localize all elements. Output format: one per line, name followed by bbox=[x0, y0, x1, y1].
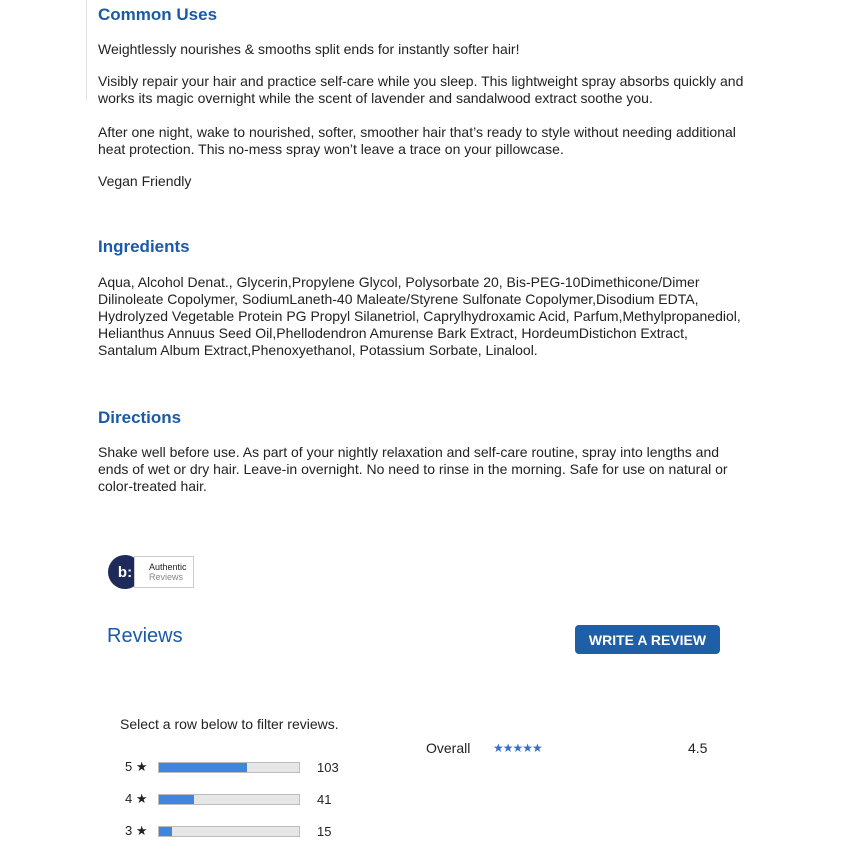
rating-bar-fill bbox=[159, 763, 247, 772]
rating-row-3[interactable] bbox=[125, 823, 331, 839]
rating-bar bbox=[158, 762, 300, 773]
rating-row-count: 103 bbox=[317, 759, 339, 775]
directions-text: Shake well before use. As part of your nightly relaxation and self-care routine, spray into lengths and ends of wet or dry hair. Leave-in overnight. No need to rinse in the morning. Safe for use on natural or color-treated hair. bbox=[98, 444, 728, 494]
rating-row-label: 3 ★ bbox=[125, 823, 148, 838]
rating-row-count: 41 bbox=[317, 791, 332, 807]
rating-row-label: 4 ★ bbox=[125, 791, 148, 806]
overall-label: Overall bbox=[426, 740, 471, 756]
common-uses-p2: Visibly repair your hair and practice self-care while you sleep. This lightweight spray absorbs quickly and works its magic overnight while the scent of lavender and sandalwood extract soothe you. bbox=[98, 73, 744, 106]
ingredients-title: Ingredients bbox=[98, 237, 190, 256]
rating-row-4[interactable] bbox=[125, 791, 331, 807]
badge-line1: Authentic bbox=[149, 562, 187, 572]
bazaarvoice-logo-icon: b: bbox=[108, 555, 142, 589]
rating-bar bbox=[158, 794, 300, 805]
common-uses-p1: Weightlessly nourishes & smooths split ends for instantly softer hair! bbox=[98, 41, 520, 57]
badge-line2: Reviews bbox=[149, 572, 184, 582]
overall-stars-icon: ★★★★★ bbox=[493, 741, 542, 755]
rating-bar bbox=[158, 826, 300, 837]
directions-title: Directions bbox=[98, 408, 182, 427]
common-uses-p3: After one night, wake to nourished, softer, smoother hair that’s ready to style without needing additional heat protection. This no-mess spray won’t leave a trace on your pillowcase. bbox=[98, 124, 736, 157]
badge-text-box bbox=[134, 556, 194, 588]
rating-row-count: 15 bbox=[317, 823, 332, 839]
rating-row-5[interactable] bbox=[125, 759, 339, 775]
common-uses-p4: Vegan Friendly bbox=[98, 173, 192, 189]
authentic-reviews-badge[interactable] bbox=[108, 556, 200, 588]
reviews-title: Reviews bbox=[107, 625, 183, 647]
rating-bar-fill bbox=[159, 795, 194, 804]
ingredients-text: Aqua, Alcohol Denat., Glycerin,Propylene Glycol, Polysorbate 20, Bis-PEG-10Dimethicone/Dimer Dilinoleate Copolymer, SodiumLaneth-40 Maleate/Styrene Sulfonate Copolymer,Disodium EDTA, Hydrolyzed Vegetable Protein PG Propyl Silanetriol, Caprylhydroxamic Acid, Parfum,Methylpropanediol, Helianthus Annuus Seed Oil,Phellodendron Amurense Bark Extract, HordeumDistichon Extract, Santalum Album Extract,Phenoxyethanol, Potassium Sorbate, Linalool. bbox=[98, 274, 741, 358]
left-divider bbox=[86, 0, 87, 100]
filter-hint: Select a row below to filter reviews. bbox=[120, 716, 339, 732]
rating-bar-fill bbox=[159, 827, 172, 836]
overall-rating-value: 4.5 bbox=[688, 740, 708, 756]
write-review-button[interactable]: WRITE A REVIEW bbox=[575, 625, 720, 654]
common-uses-title: Common Uses bbox=[98, 5, 218, 24]
rating-row-label: 5 ★ bbox=[125, 759, 148, 774]
